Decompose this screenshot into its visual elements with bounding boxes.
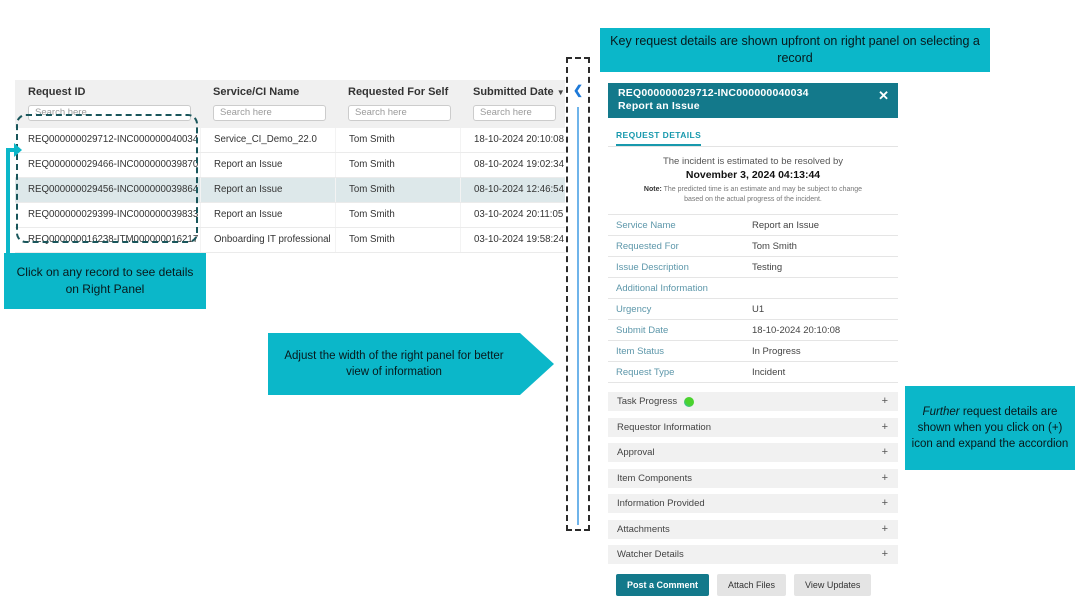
expand-plus-icon[interactable]: + xyxy=(881,471,888,484)
field-value: Report an Issue xyxy=(752,219,820,231)
annotation-arrow-tip xyxy=(520,333,554,395)
cell-submitted-date: 18-10-2024 20:10:08 xyxy=(460,128,565,152)
cell-request-id: REQ000000016238-ITM000000016217 xyxy=(28,233,199,245)
accordion-task-progress[interactable] xyxy=(608,392,898,411)
column-header-submitted-date[interactable] xyxy=(460,85,565,100)
accordion-label: Requestor Information xyxy=(617,421,711,433)
cell-requested-for: Tom Smith xyxy=(335,153,460,177)
field-row xyxy=(608,340,898,361)
accordion-label: Information Provided xyxy=(617,498,705,510)
annotation-connector-arrowhead xyxy=(14,143,22,157)
annotation-key-details xyxy=(600,28,990,72)
sort-caret-icon[interactable]: ▼ xyxy=(556,88,565,97)
post-comment-button[interactable]: Post a Comment xyxy=(616,574,709,596)
task-status-dot xyxy=(684,397,694,407)
annotation-adjust-width xyxy=(268,333,554,395)
expand-plus-icon[interactable]: + xyxy=(881,420,888,433)
collapse-panel-chevron-icon[interactable]: ❮ xyxy=(572,83,584,97)
field-row xyxy=(608,256,898,277)
cell-service-name: Report an Issue xyxy=(200,178,335,202)
column-label: Request ID xyxy=(28,86,86,98)
estimate-note: Note: The predicted time is an estimate and may be subject to change based on the actual progress of the incident. xyxy=(643,186,863,203)
accordion-item-components[interactable] xyxy=(608,469,898,488)
accordion-label: Attachments xyxy=(617,523,670,535)
field-value: Incident xyxy=(752,366,786,378)
accordion-label: Item Components xyxy=(617,472,692,484)
search-input-submitted-date[interactable] xyxy=(473,105,556,121)
field-row xyxy=(608,214,898,235)
field-row xyxy=(608,235,898,256)
annotation-text: Adjust the width of the right panel for better view of information xyxy=(268,333,520,395)
table-body xyxy=(15,128,565,253)
resize-handle-line[interactable] xyxy=(577,107,579,525)
column-label: Submitted Date xyxy=(473,86,554,98)
panel-resize-divider[interactable] xyxy=(566,57,590,531)
panel-footer xyxy=(608,574,898,596)
annotation-click-record xyxy=(4,253,206,309)
panel-service-title: Report an Issue xyxy=(618,100,700,113)
field-row xyxy=(608,277,898,298)
table-row[interactable] xyxy=(15,203,565,228)
requests-table xyxy=(15,80,565,253)
panel-tabbar xyxy=(608,125,898,147)
field-value: Testing xyxy=(752,261,783,273)
cell-service-name: Onboarding IT professional xyxy=(200,228,335,252)
annotation-text: Key request details are shown upfront on right panel on selecting a record xyxy=(610,33,980,65)
field-value: Tom Smith xyxy=(752,240,797,252)
field-label: Request Type xyxy=(616,366,675,378)
accordion-requestor-information[interactable] xyxy=(608,418,898,437)
cell-request-id: REQ000000029456-INC000000039864 xyxy=(28,183,199,195)
table-row-selected[interactable] xyxy=(15,178,565,203)
panel-request-id: REQ000000029712-INC000000040034 xyxy=(618,87,809,99)
expand-plus-icon[interactable]: + xyxy=(881,497,888,510)
column-label: Requested For Self xyxy=(348,86,449,98)
field-label: Item Status xyxy=(616,345,665,357)
field-label: Service Name xyxy=(616,219,676,231)
cell-service-name: Service_CI_Demo_22.0 xyxy=(200,128,335,152)
expand-plus-icon[interactable]: + xyxy=(881,395,888,408)
field-value: 18-10-2024 20:10:08 xyxy=(752,324,841,336)
table-row[interactable] xyxy=(15,153,565,178)
annotation-connector-line xyxy=(6,150,10,254)
cell-submitted-date: 08-10-2024 12:46:54 xyxy=(460,178,565,202)
cell-service-name: Report an Issue xyxy=(200,153,335,177)
table-header xyxy=(15,80,565,128)
request-fields xyxy=(608,214,898,383)
cell-requested-for: Tom Smith xyxy=(335,178,460,202)
attach-files-button[interactable]: Attach Files xyxy=(717,574,786,596)
cell-requested-for: Tom Smith xyxy=(335,228,460,252)
field-label: Additional Information xyxy=(616,282,708,294)
expand-plus-icon[interactable]: + xyxy=(881,548,888,561)
resolution-estimate xyxy=(608,147,898,211)
accordion-attachments[interactable] xyxy=(608,520,898,539)
accordion-approval[interactable] xyxy=(608,443,898,462)
view-updates-button[interactable]: View Updates xyxy=(794,574,871,596)
column-label: Service/CI Name xyxy=(213,86,300,98)
cell-submitted-date: 03-10-2024 20:11:05 xyxy=(460,203,565,227)
accordion-information-provided[interactable] xyxy=(608,494,898,513)
cell-requested-for: Tom Smith xyxy=(335,128,460,152)
field-row xyxy=(608,319,898,340)
close-icon[interactable]: ✕ xyxy=(878,88,889,103)
expand-plus-icon[interactable]: + xyxy=(881,522,888,535)
field-label: Submit Date xyxy=(616,324,669,336)
accordion-label: Approval xyxy=(617,447,655,459)
annotation-text: Click on any record to see details on Right Panel xyxy=(16,264,194,296)
field-value: In Progress xyxy=(752,345,801,357)
field-label: Issue Description xyxy=(616,261,689,273)
field-label: Requested For xyxy=(616,240,679,252)
field-row xyxy=(608,361,898,382)
annotation-expand-accordion xyxy=(905,386,1075,470)
column-header-request-id[interactable] xyxy=(15,85,200,100)
tab-request-details[interactable]: REQUEST DETAILS xyxy=(616,130,701,146)
cell-service-name: Report an Issue xyxy=(200,203,335,227)
annotation-text: Further request details are shown when you click on (+) icon and expand the accordion xyxy=(911,405,1069,451)
column-header-requested-for-self[interactable] xyxy=(335,85,460,100)
table-row[interactable] xyxy=(15,228,565,253)
field-row xyxy=(608,298,898,319)
accordion-label: Task Progress xyxy=(617,396,678,408)
accordion-watcher-details[interactable] xyxy=(608,545,898,564)
field-value: U1 xyxy=(752,303,765,315)
search-input-requested-for-self[interactable] xyxy=(348,105,451,121)
search-input-service-ci-name[interactable] xyxy=(213,105,326,121)
cell-request-id: REQ000000029399-INC000000039833 xyxy=(28,208,199,220)
cell-submitted-date: 08-10-2024 19:02:34 xyxy=(460,153,565,177)
panel-header xyxy=(608,83,898,118)
search-input-request-id[interactable] xyxy=(28,105,191,121)
estimate-text: The incident is estimated to be resolved by xyxy=(662,156,844,168)
cell-request-id: REQ000000029466-INC000000039870 xyxy=(28,158,199,170)
column-header-service-ci-name[interactable] xyxy=(200,85,335,100)
estimate-date: November 3, 2024 04:13:44 xyxy=(685,169,821,182)
accordion-label: Watcher Details xyxy=(617,549,684,561)
field-label: Urgency xyxy=(616,303,652,315)
table-row[interactable] xyxy=(15,128,565,153)
expand-plus-icon[interactable]: + xyxy=(881,446,888,459)
cell-requested-for: Tom Smith xyxy=(335,203,460,227)
cell-request-id: REQ000000029712-INC000000040034 xyxy=(28,133,199,145)
accordion-list xyxy=(608,392,898,564)
cell-submitted-date: 03-10-2024 19:58:24 xyxy=(460,228,565,252)
request-detail-panel xyxy=(608,83,898,596)
